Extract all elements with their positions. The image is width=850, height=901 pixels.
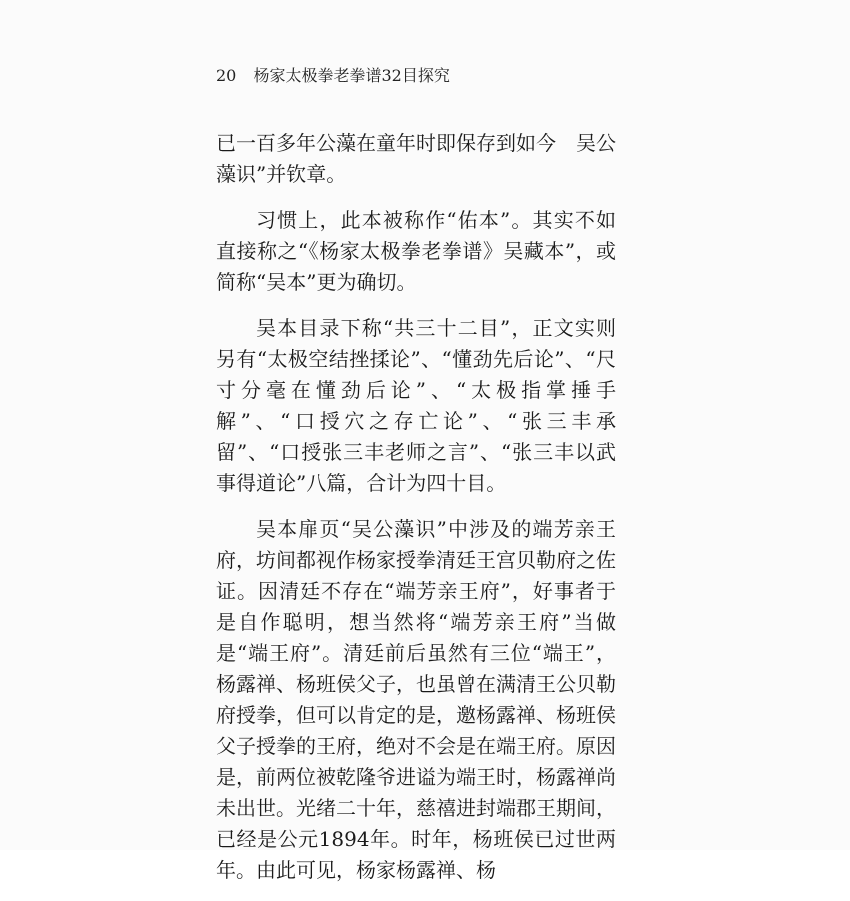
page-number: 20: [216, 66, 237, 85]
paragraph-continued: 已一百多年公藻在童年时即保存到如今 吴公藻识”并钦章。: [216, 131, 616, 186]
paragraph: 吴本目录下称“共三十二目”，正文实则另有“太极空结挫揉论”、“懂劲先后论”、“尺寸分毫在懂劲后论”、“太极指掌捶手解”、“口授穴之存亡论”、“张三丰承留”、“口授张三丰老师之言”、“张三丰以武事得道论”八篇，合计为四十目。: [216, 316, 616, 495]
paragraph: 吴本扉页“吴公藻识”中涉及的端芳亲王府，坊间都视作杨家授拳清廷王宫贝勒府之佐证。因清廷不存在“端芳亲王府”，好事者于是自作聪明，想当然将“端芳亲王府”当做是“端王府”。清廷前后虽然有三位“端王”，杨露禅、杨班侯父子，也虽曾在满清王公贝勒府授拳，但可以肯定的是，邀杨露禅、杨班侯父子授拳的王府，绝对不会是在端王府。原因是，前两位被乾隆爷进谥为端王时，杨露禅尚未出世。光绪二十年，慈禧进封端郡王期间，已经是公元1894年。时年，杨班侯已过世两年。由此可见，杨家杨露禅、杨: [216, 517, 616, 882]
running-head: [216, 66, 450, 86]
body-text: [216, 128, 616, 901]
paragraph: 习惯上，此本被称作“佑本”。其实不如直接称之“《杨家太极拳老拳谱》吴藏本”，或简称“吴本”更为确切。: [216, 208, 616, 294]
book-title: 杨家太极拳老拳谱32目探究: [253, 66, 450, 85]
